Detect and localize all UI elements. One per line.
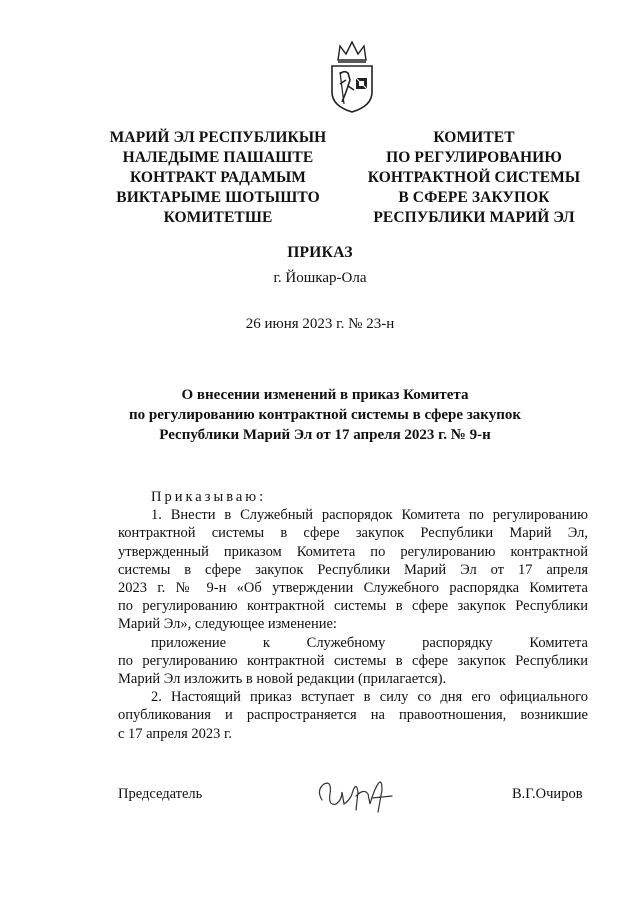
paragraph-line: с 17 апреля 2023 г.: [118, 725, 232, 742]
header-right-line: КОМИТЕТ: [433, 129, 515, 146]
document-subject: [110, 385, 540, 445]
paragraph-line: утвержденный приказом Комитета по регулированию контрактной: [118, 543, 588, 560]
paragraph-line: опубликования и распространяется на правоотношения, возникшие: [118, 707, 588, 724]
republic-emblem-icon: [326, 40, 378, 114]
paragraph-line: системы в сфере закупок Республики Марий Эл от 17 апреля: [118, 561, 588, 578]
document-body: [118, 488, 588, 743]
paragraph-3: [118, 688, 588, 743]
subject-line: О внесении изменений в приказ Комитета: [181, 387, 469, 403]
paragraph-line: контрактной системы в сфере закупок Республики Марий Эл,: [118, 525, 588, 542]
document-city: г. Йошкар-Ола: [273, 270, 367, 286]
header-left-line: ВИКТАРЫМЕ ШОТЫШТО: [116, 189, 320, 206]
header-right-line: В СФЕРЕ ЗАКУПОК: [398, 189, 550, 206]
header-right-line: РЕСПУБЛИКИ МАРИЙ ЭЛ: [373, 209, 575, 226]
paragraph-line: 2023 г. № 9-н «Об утверждении Служебного распорядка Комитета: [118, 580, 588, 597]
paragraph-2: [118, 634, 588, 689]
paragraph-line: 1. Внести в Служебный распорядок Комитета по регулированию: [151, 507, 588, 524]
header-left-block: [88, 128, 348, 228]
orders-word: Приказываю:: [151, 489, 267, 505]
header-left-line: МАРИЙ ЭЛ РЕСПУБЛИКЫН: [109, 129, 327, 146]
signature-name: В.Г.Очиров: [512, 786, 583, 802]
paragraph-line: 2. Настоящий приказ вступает в силу со дня его официального: [151, 689, 588, 706]
header-left-line: КОНТРАКТ РАДАМЫМ: [129, 169, 307, 186]
paragraph-line: приложение к Служебному распорядку Комитета: [151, 634, 588, 651]
header-right-block: [344, 128, 604, 228]
document-title: ПРИКАЗ: [287, 244, 353, 261]
subject-line: Республики Марий Эл от 17 апреля 2023 г. № 9-н: [159, 427, 491, 443]
paragraph-line: Марий Эл», следующее изменение:: [118, 616, 337, 633]
handwritten-signature-icon: [312, 770, 402, 820]
document-date-number: 26 июня 2023 г. № 23-н: [245, 316, 395, 332]
header-right-line: КОНТРАКТНОЙ СИСТЕМЫ: [367, 169, 581, 186]
signature-role: Председатель: [118, 786, 203, 802]
paragraph-line: по регулированию контрактной системы в сфере закупок Республики: [118, 598, 588, 615]
header-left-line: КОМИТЕТШЕ: [163, 209, 273, 226]
header-left-line: НАЛЕДЫМЕ ПАШАШТЕ: [122, 149, 314, 166]
header-right-line: ПО РЕГУЛИРОВАНИЮ: [386, 149, 562, 166]
paragraph-line: Марий Эл изложить в новой редакции (прилагается).: [118, 671, 447, 688]
paragraph-1: [118, 506, 588, 633]
subject-line: по регулированию контрактной системы в сфере закупок: [129, 407, 521, 423]
paragraph-line: по регулированию контрактной системы в сфере закупок Республики: [118, 652, 588, 669]
